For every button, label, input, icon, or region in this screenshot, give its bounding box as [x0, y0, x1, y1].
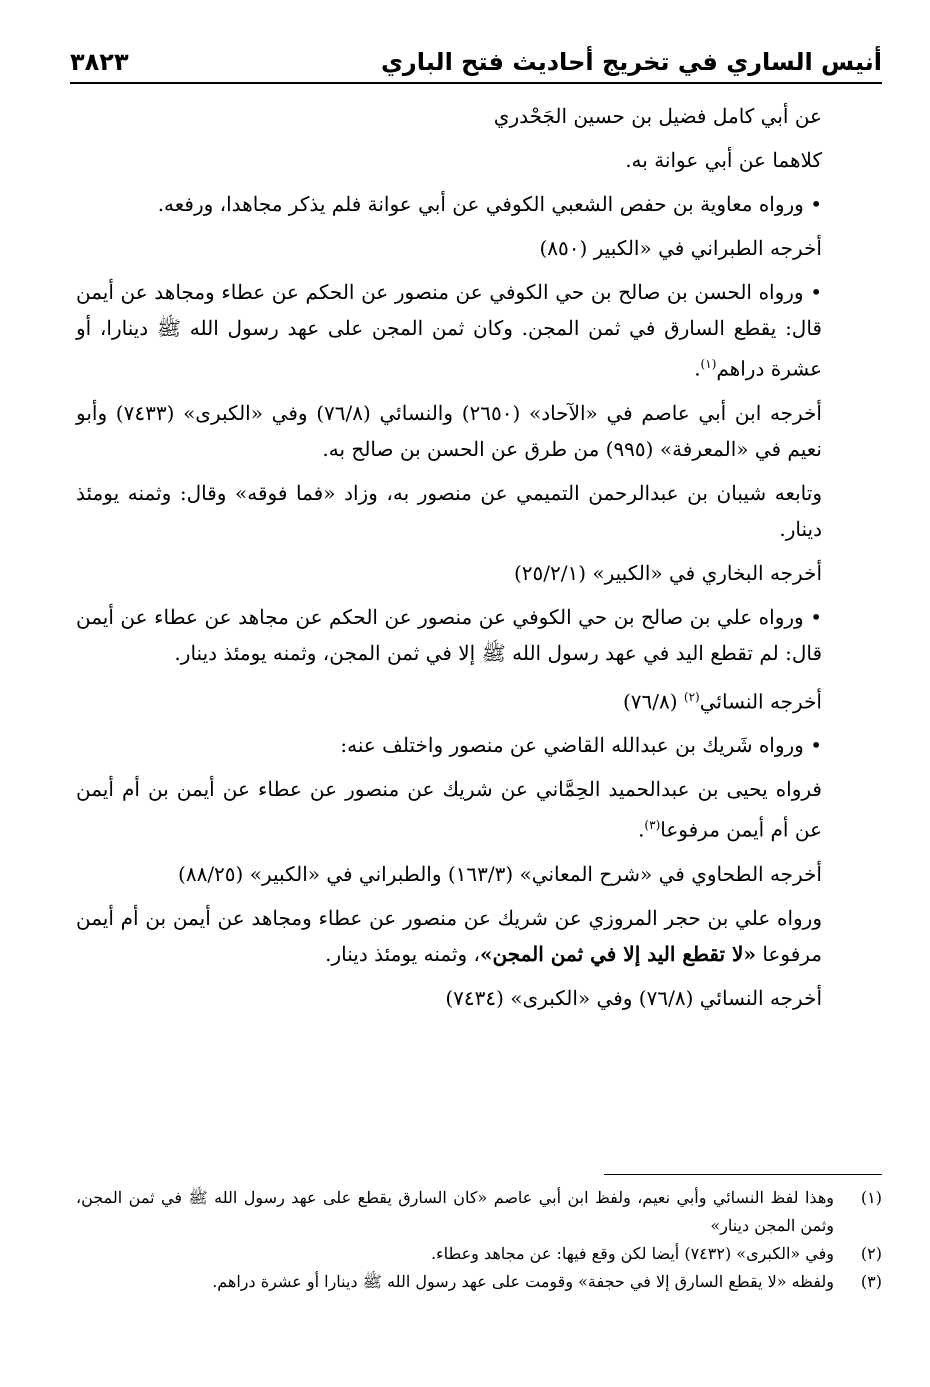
paragraph: عن أبي كامل فضيل بن حسين الجَحْدري — [493, 104, 822, 128]
paragraph: أخرجه الطحاوي في «شرح المعاني» (١٦٣/٣) والطبراني في «الكبير» (٨٨/٢٥) — [178, 861, 822, 886]
paragraph-text: (٧٦/٨) — [622, 689, 678, 714]
footnote-divider — [604, 1174, 882, 1175]
paragraph: وتابعه شيبان بن عبدالرحمن التميمي عن منصور به، وزاد «فما فوقه» وقال: وثمنه يومئذ دينار. — [76, 480, 822, 541]
paragraph-text: أخرجه النسائي — [699, 689, 822, 714]
quoted-hadith: «لا تقطع اليد إلا في ثمن المجن» — [479, 941, 756, 966]
footnotes — [76, 1184, 882, 1296]
paragraph-text: فرواه يحيى بن عبدالحميد الحِمَّاني عن شريك عن منصور عن عطاء عن أيمن بن أم أيمن عن أم أيمن مرفوعا — [76, 777, 822, 842]
footnote-text: وفي «الكبرى» (٧٤٣٢) أيضا لكن وقع فيها: عن مجاهد وعطاء. — [430, 1244, 834, 1263]
paragraph-text: ورواه علي بن صالح بن حي الكوفي عن منصور عن الحكم عن مجاهد عن عطاء عن أيمن قال: لم تقطع اليد في عهد رسول الله ﷺ إلا في ثمن المجن، وثمنه يومئذ دينار. — [76, 604, 822, 665]
footnote — [76, 1268, 882, 1296]
footnote-number: (٢) — [860, 1244, 882, 1263]
paragraph-bullet — [76, 727, 882, 763]
book-title: أنيس الساري في تخريج أحاديث فتح الباري — [380, 48, 882, 76]
paragraph — [76, 679, 882, 720]
paragraph-text: ورواه شَريك بن عبدالله القاضي عن منصور واختلف عنه: — [340, 733, 804, 758]
paragraph — [76, 900, 882, 972]
page-header — [70, 42, 882, 84]
footnote — [76, 1240, 882, 1268]
footnote-number: (١) — [860, 1188, 882, 1207]
paragraph: أخرجه الطبراني في «الكبير (٨٥٠) — [539, 236, 822, 260]
paragraph: أخرجه ابن أبي عاصم في «الآحاد» (٢٦٥٠) والنسائي (٧٦/٨) وفي «الكبرى» (٧٤٣٣) وأبو نعيم في «المعرفة» (٩٩٥) من طرق عن الحسن بن صالح به. — [76, 400, 822, 461]
paragraph: كلاهما عن أبي عوانة به. — [625, 148, 822, 172]
paragraph-text: ورواه الحسن بن صالح بن حي الكوفي عن منصور عن الحكم عن عطاء ومجاهد عن أيمن قال: يقطع السارق في ثمن المجن. وكان ثمن المجن على عهد رسول الله ﷺ دينارا، أو عشرة دراهم — [76, 280, 822, 381]
main-text — [76, 98, 882, 1024]
footnote-text: ولفظه «لا يقطع السارق إلا في حجفة» وقومت على عهد رسول الله ﷺ دينارا أو عشرة دراهم. — [212, 1272, 834, 1291]
paragraph-text: ورواه علي بن حجر المروزي عن شريك عن منصور عن عطاء ومجاهد عن أيمن بن أم أيمن مرفوعا — [76, 905, 822, 966]
paragraph: أخرجه النسائي (٧٦/٨) وفي «الكبرى» (٧٤٣٤) — [445, 985, 822, 1010]
footnote — [76, 1184, 882, 1240]
footnote-number: (٣) — [860, 1272, 882, 1291]
page-number: ٣٨٢٣ — [70, 48, 129, 76]
footnote-ref: (١) — [700, 357, 717, 371]
paragraph-bullet: • ورواه الحسن بن صالح بن حي الكوفي عن منصور عن الحكم عن عطاء ومجاهد عن أيمن قال: يقطع السارق في ثمن المجن. وكان ثمن المجن على عهد رسول الله ﷺ دينارا، أو عشرة دراهم$^{(١)}$. — [76, 274, 882, 387]
paragraph-bullet — [76, 599, 882, 671]
paragraph-text: ورواه معاوية بن حفص الشعبي الكوفي عن أبي عوانة فلم يذكر مجاهدا، ورفعه. — [157, 192, 804, 216]
footnote-text: وهذا لفظ النسائي وأبي نعيم، ولفظ ابن أبي عاصم «كان السارق يقطع على عهد رسول الله ﷺ في ثمن المجن، وثمن المجن دينار» — [76, 1188, 834, 1235]
paragraph: أخرجه البخاري في «الكبير» (٢٥/٢/١) — [513, 560, 822, 585]
footnote-ref: (٣) — [644, 818, 661, 833]
paragraph: فرواه يحيى بن عبدالحميد الحِمَّاني عن شريك عن منصور عن عطاء عن أيمن بن أم أيمن عن أم أيمن مرفوعا$^{(٣)}$. — [76, 777, 822, 842]
paragraph-bullet — [76, 186, 882, 222]
paragraph-text: ، وثمنه يومئذ دينار. — [325, 941, 480, 966]
footnote-ref: (٢) — [683, 689, 700, 704]
